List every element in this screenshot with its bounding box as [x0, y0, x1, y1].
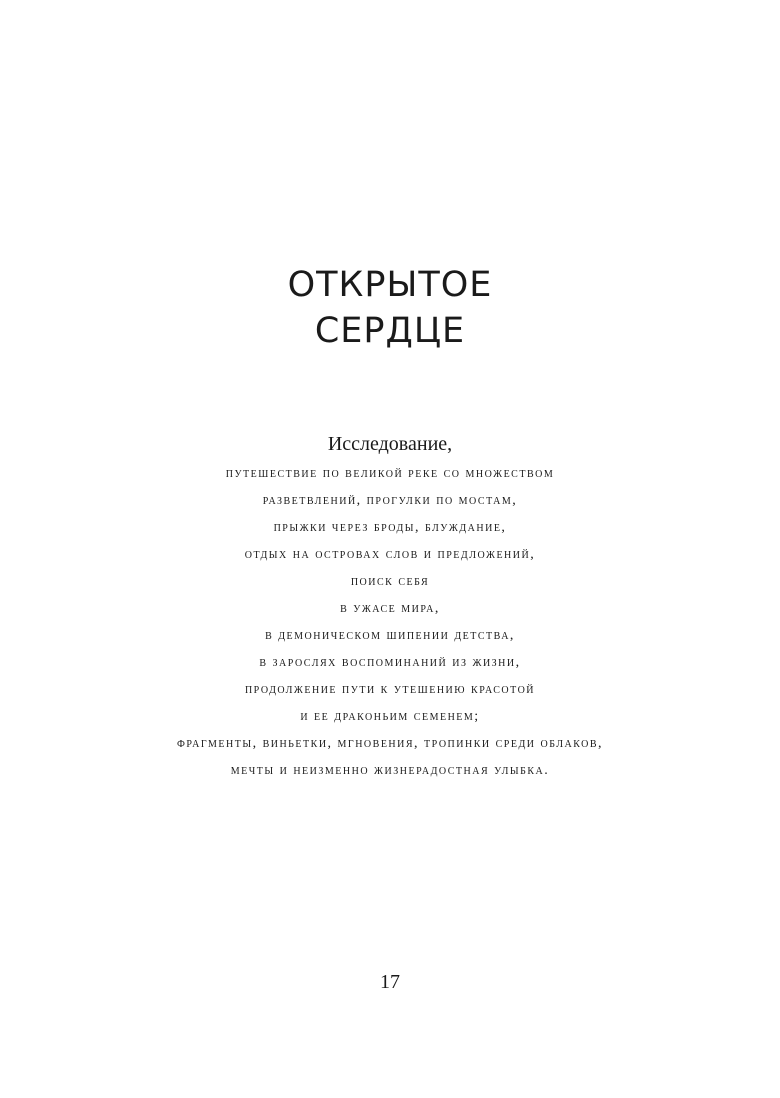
epigraph-line: прыжки через броды, блуждание,: [273, 520, 507, 535]
epigraph-line: и ее драконьим семенем;: [300, 709, 480, 724]
epigraph-line: продолжение пути к утешению красотой: [244, 682, 536, 697]
epigraph-line: в ужасе мира,: [340, 601, 440, 616]
epigraph-line: отдых на островах слов и предложений,: [244, 547, 536, 562]
epigraph-line: поиск себя: [350, 574, 430, 589]
epigraph: [0, 428, 780, 784]
page-number: 17: [380, 971, 400, 993]
epigraph-line: в демоническом шипении детства,: [265, 628, 515, 643]
epigraph-line: путешествие по великой реке со множеством: [225, 466, 555, 481]
epigraph-line: разветвлений, прогулки по мостам,: [262, 493, 518, 508]
chapter-title-line-1: ОТКРЫТОЕ: [287, 265, 493, 305]
chapter-title: [0, 262, 780, 354]
chapter-title-line-2: СЕРДЦЕ: [314, 311, 466, 351]
epigraph-first-line: Исследование,: [327, 433, 453, 455]
epigraph-line: мечты и неизменно жизнерадостная улыбка.: [230, 763, 550, 778]
epigraph-line: фрагменты, виньетки, мгновения, тропинки среди облаков,: [176, 736, 604, 751]
epigraph-line: в зарослях воспоминаний из жизни,: [259, 655, 521, 670]
